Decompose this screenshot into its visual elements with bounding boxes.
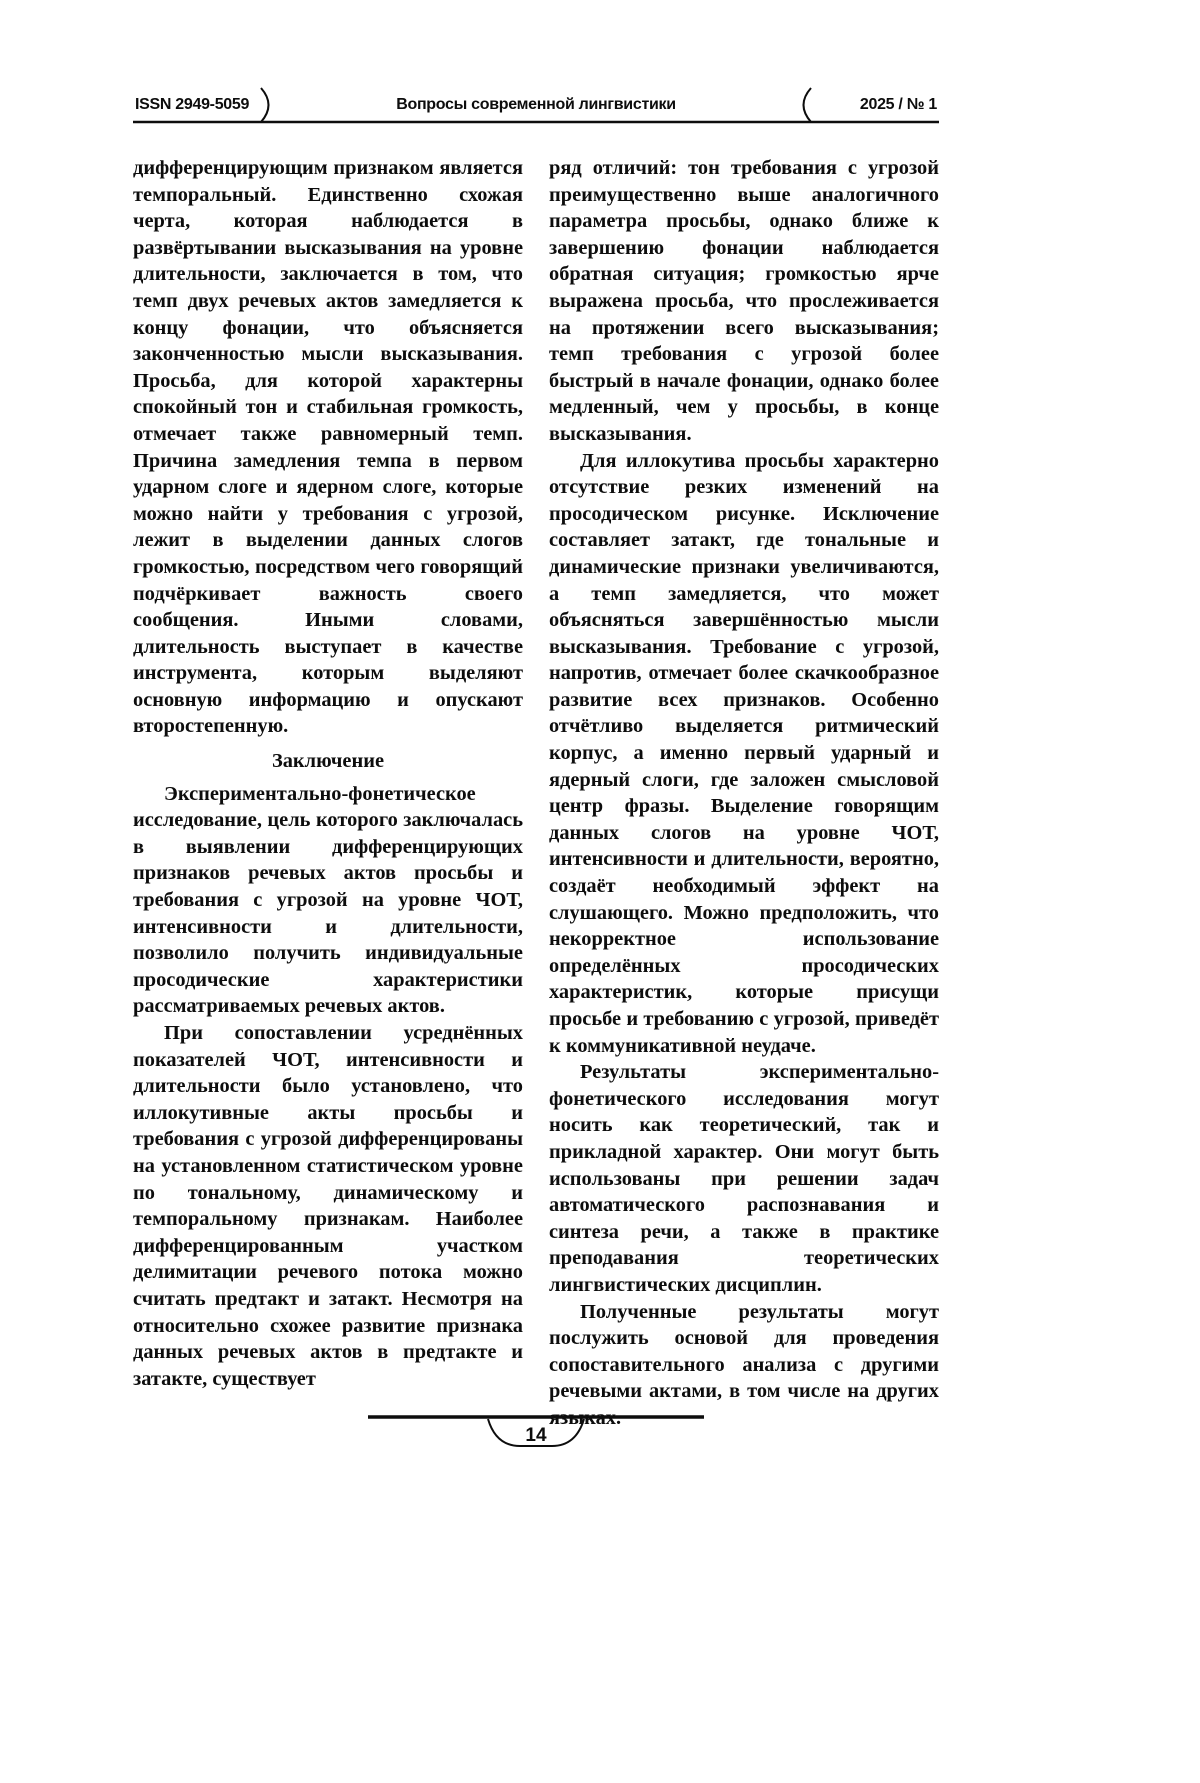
paragraph: дифференцирующим признаком является темпоральный. Единственно схожая черта, которая наблюдается в развёртывании высказывания на уровне длительности, заключается в том, что темп двух речевых актов замедляется к концу фонации, что объясняется законченностью мысли высказывания. Просьба, для которой характерны спокойный тон и стабильная громкость, отмечает также равномерный темп. Причина замедления темпа в первом ударном слоге и ядерном слоге, которые можно найти у требования с угрозой, лежит в выделении данных слогов громкостью, посредством чего говорящий подчёркивает важность своего сообщения. Иными словами, длительность выступает в качестве инструмента, которым выделяют основную информацию и опускают второстепенную. <box>133 157 523 738</box>
issue-label: 2025 / № 1 <box>859 96 937 113</box>
paragraph: Для иллокутива просьбы характерно отсутствие резких изменений на просодическом рисунке. Исключение составляет затакт, где тональные и динамические признаки увеличиваются, а темп замедляется, что может объясняться завершённостью мысли высказывания. Требование с угрозой, напротив, отмечает более скачкообразное развитие всех признаков. Особенно отчётливо выделяется ритмический корпус, а именно первый ударный и ядерный слоги, где заложен смысловой центр фразы. Выделение говорящим данных слогов на уровне ЧОТ, интенсивности и длительности, вероятно, создаёт необходимый эффект на слушающего. Можно предположить, что некорректное использование определённых просодических характеристик, которые присущи просьбе и требованию с угрозой, приведёт к коммуникативной неудаче. <box>549 449 939 1057</box>
journal-title: Вопросы современной лингвистики <box>396 96 676 113</box>
page-footer <box>133 1412 939 1462</box>
paragraph: При сопоставлении усреднённых показателей ЧОТ, интенсивности и длительности было установлено, что иллокутивные акты просьбы и требования с угрозой дифференцированы на установленном статистическом уровне по тональному, динамическому и темпоральному признакам. Наиболее дифференцированным участком делимитации речевого потока можно считать предтакт и затакт. Несмотря на относительно схожее развитие признака данных речевых актов в предтакте и затакте, существует <box>133 1022 523 1390</box>
issn-label: ISSN 2949-5059 <box>135 96 250 113</box>
journal-header <box>133 82 939 124</box>
page-content <box>133 82 939 1432</box>
section-heading-conclusion: Заключение <box>271 750 385 773</box>
paragraph: Экспериментально-фонетическое исследование, цель которого заключалась в выявлении дифференцирующих признаков речевых актов просьбы и требования с угрозой на уровне ЧОТ, интенсивности и длительности, позволило получить индивидуальные просодические характеристики рассматриваемых речевых актов. <box>133 782 523 1018</box>
page-number: 14 <box>525 1425 547 1446</box>
paragraph: Полученные результаты могут послужить основой для проведения сопоставительного анализа с другими речевыми актами, в том числе на других языках. <box>549 1300 939 1429</box>
right-column <box>549 155 939 1432</box>
footer-rule-ornament <box>368 1412 704 1462</box>
header-rule-ornament <box>133 82 939 124</box>
paragraph: Результаты экспериментально-фонетического исследования могут носить как теоретический, так и прикладной характер. Они могут быть использованы при решении задач автоматического распознавания и синтеза речи, а также в практике преподавания теоретических лингвистических дисциплин. <box>549 1061 939 1296</box>
text-columns <box>133 155 939 1432</box>
paragraph: ряд отличий: тон требования с угрозой преимущественно выше аналогичного параметра просьбы, однако ближе к завершению фонации наблюдается обратная ситуация; громкостью ярче выражена просьба, что прослеживается на протяжении всего высказывания; темп требования с угрозой более быстрый в начале фонации, однако более медленный, чем у просьбы, в конце высказывания. <box>549 157 939 445</box>
left-column <box>133 155 523 1432</box>
